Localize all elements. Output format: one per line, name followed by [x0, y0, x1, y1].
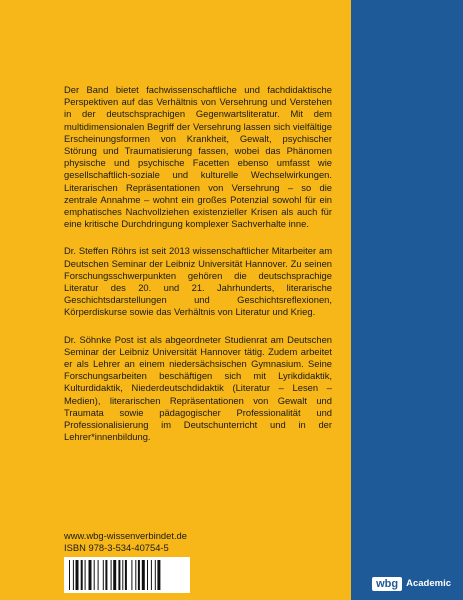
blurb-paragraph-summary: Der Band bietet fachwissenschaftliche und fachdidaktische Perspektiven auf das Verhältnis von Versehrung und Verstehen in der deutschsprachigen Gegenwartsliteratur. Mit dem multidimensionalen Begriff der Versehrung lassen sich vielfältige Erscheinungsformen von Krankheit, Gewalt, psychischer Störung und Traumatisierung fassen, wobei das Phänomen physische und psychische Facetten ebenso umfasst wie gesellschaftlich-soziale und kulturelle Wechselwirkungen. Literarischen Repräsentationen von Versehrung – so die zentrale Annahme – wohnt ein großes Potenzial sowohl für ein emphatisches Nachvollziehen existenzieller Krisen als auch für eine kritische Durchdringung komplexer Sachverhalte inne.: [64, 84, 332, 230]
blurb-text: [64, 84, 332, 458]
barcode-bar: [135, 560, 136, 590]
barcode-graphic: [64, 557, 190, 593]
isbn-number: ISBN 978-3-534-40754-5: [64, 542, 169, 553]
publisher-website: www.wbg-wissenverbindet.de: [64, 530, 187, 541]
barcode-bar: [105, 560, 107, 590]
publisher-mark: wbg: [372, 577, 402, 591]
barcode-bar: [81, 560, 83, 590]
side-color-band: [351, 0, 463, 600]
barcode-bar: [151, 560, 152, 590]
barcode-bar: [111, 560, 112, 590]
barcode-bar: [103, 560, 104, 590]
imprint: [64, 530, 187, 554]
barcode-bar: [122, 560, 123, 590]
barcode-bar: [138, 560, 140, 590]
barcode-bar: [113, 560, 116, 590]
barcode-bar: [155, 560, 156, 590]
barcode-bar: [118, 560, 120, 590]
barcode-bar: [157, 560, 160, 590]
barcode-bar: [98, 560, 99, 590]
barcode-bar: [131, 560, 132, 590]
barcode-bar: [89, 560, 92, 590]
barcode-bar: [85, 560, 86, 590]
barcode-bar: [69, 560, 70, 590]
publisher-logo: [372, 577, 451, 591]
barcode-bar: [76, 560, 79, 590]
barcode-bar: [73, 560, 74, 590]
barcode-bar: [142, 560, 145, 590]
barcode-bar: [125, 560, 127, 590]
barcode-bar: [147, 560, 148, 590]
barcode-bar: [94, 560, 95, 590]
blurb-paragraph-author-post: Dr. Söhnke Post ist als abgeordneter Studienrat am Deutschen Seminar der Leibniz Universität Hannover tätig. Zudem arbeitet er als Lehrer an einem niedersächsischen Gymnasium. Seine Forschungsarbeiten beschäftigen sich mit Lyrikdidaktik, Kulturdidaktik, Niederdeutschdidaktik (Literatur – Lesen – Medien), literarischen Repräsentationen von Gewalt und Traumata sowie pädagogischer Professionalität und Professionalisierung im Deutschunterricht und in der Lehrer*innenbildung.: [64, 333, 332, 443]
publisher-name: Academic: [406, 578, 451, 589]
blurb-paragraph-author-roehrs: Dr. Steffen Röhrs ist seit 2013 wissenschaftlicher Mitarbeiter am Deutschen Seminar der Leibniz Universität Hannover. Zu seinen Forschungsschwerpunkten gehören die deutschsprachige Literatur des 20. und 21. Jahrhunderts, literarische Geschichtsdarstellungen und Geschichtsreflexionen, Körperdiskurse sowie das Verhältnis von Literatur und Krieg.: [64, 245, 332, 318]
isbn-barcode: [64, 557, 190, 593]
